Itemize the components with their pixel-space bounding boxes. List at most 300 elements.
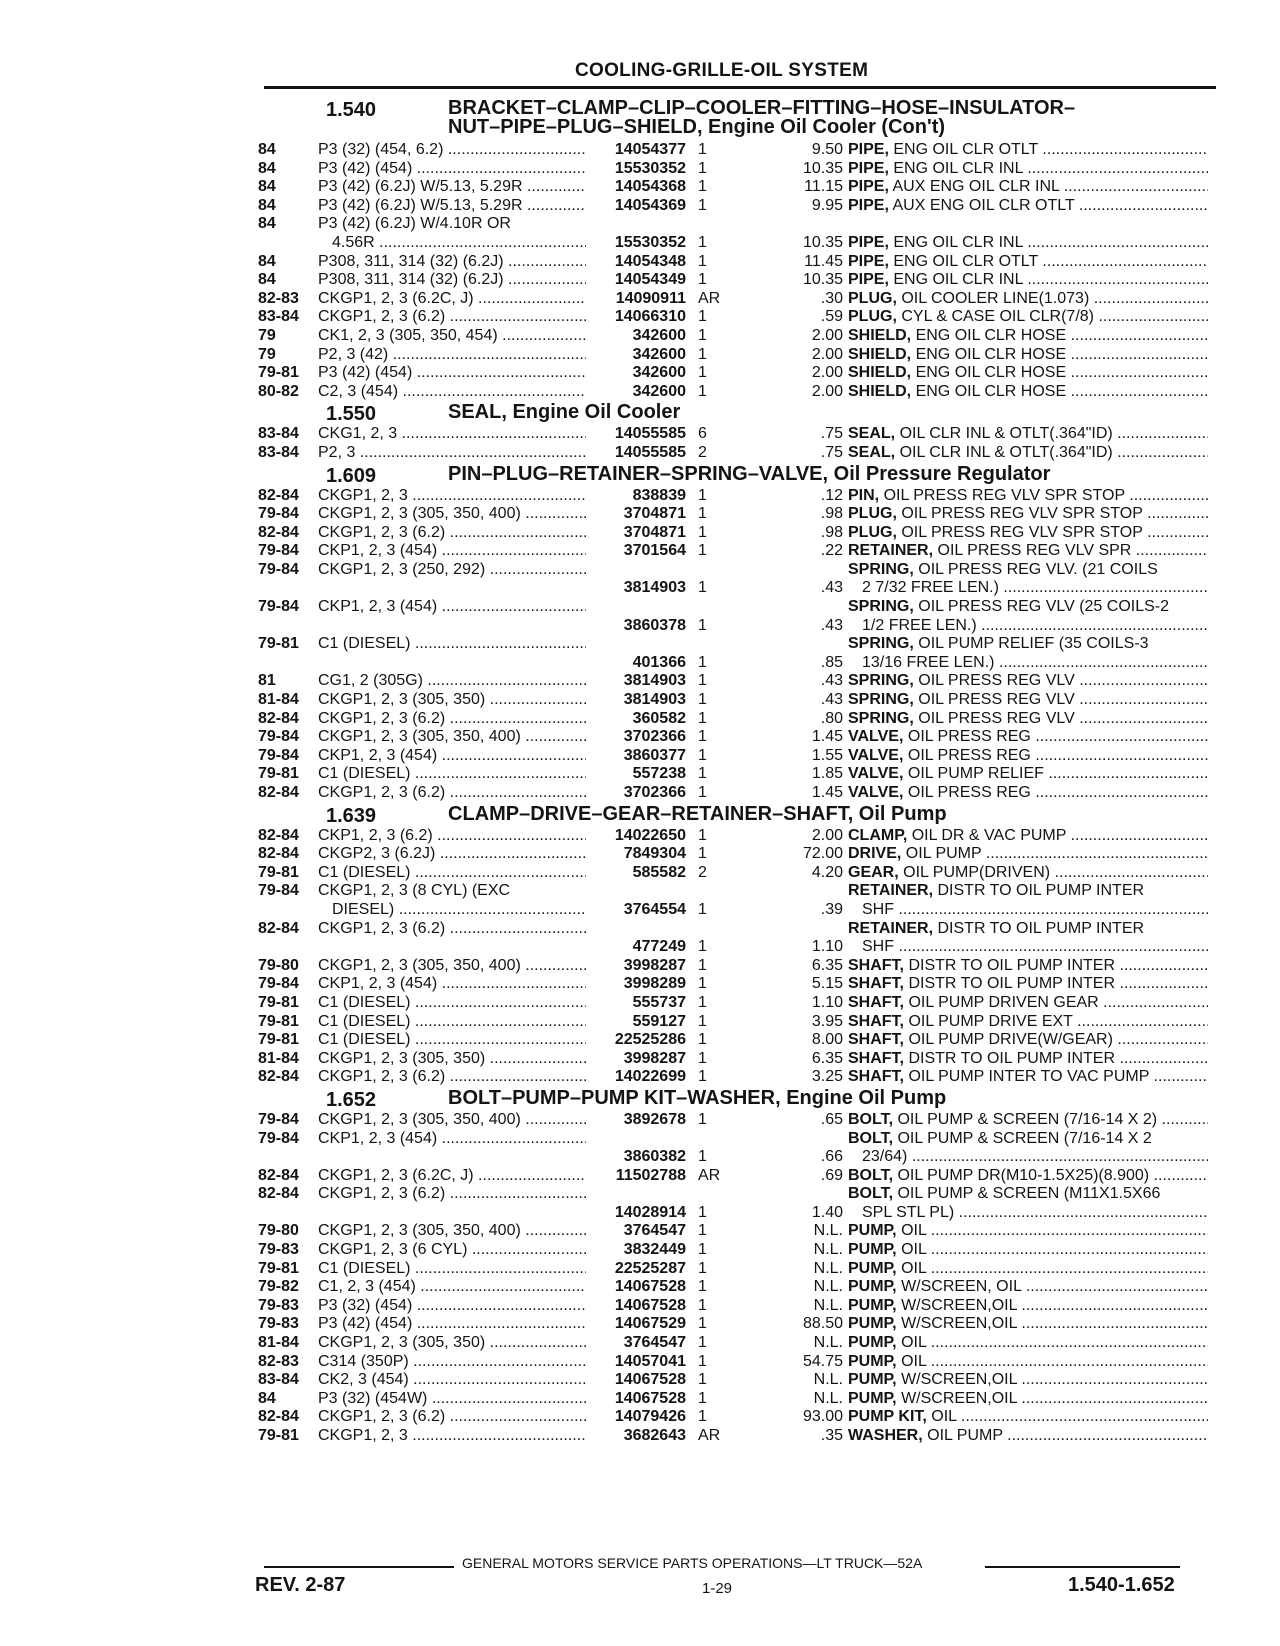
model-text-value: CKGP1, 2, 3 (305, 350, 400) <box>318 728 521 746</box>
table-row <box>258 845 1218 864</box>
model-years: 84 <box>258 159 276 177</box>
model-text <box>318 561 586 578</box>
model-years: 79-81 <box>258 765 299 783</box>
part-detail: OIL PRESS REG VLV SPR STOP <box>883 486 1125 504</box>
price: N.L. <box>813 1241 843 1259</box>
model-application <box>318 1408 586 1427</box>
part-description <box>848 487 1208 506</box>
table-row <box>258 346 1218 365</box>
model-text-value: P3 (42) (454) <box>318 159 413 177</box>
part-detail: OIL <box>901 1352 927 1370</box>
part-detail: OIL PRESS REG <box>907 746 1031 764</box>
section-number: 1.540 <box>326 99 377 121</box>
part-noun: BOLT, <box>848 1166 894 1184</box>
title-rule <box>264 86 1216 89</box>
part-number: 477249 <box>632 938 686 956</box>
model-years: 83-84 <box>258 1371 299 1389</box>
model-text <box>318 1050 586 1067</box>
model-years: 82-83 <box>258 289 299 307</box>
part-detail: OIL PRESS REG <box>907 728 1031 746</box>
section-header <box>258 803 1218 827</box>
quantity: 1 <box>698 1241 707 1259</box>
model-application <box>318 271 586 290</box>
model-application <box>318 864 586 883</box>
model-application <box>318 364 586 383</box>
part-noun: RETAINER, <box>848 882 934 900</box>
model-application <box>318 425 586 444</box>
quantity: 1 <box>698 1408 707 1426</box>
part-noun: PUMP, <box>848 1278 897 1296</box>
table-row <box>258 364 1218 383</box>
section-title <box>448 1086 1188 1109</box>
price: 1.85 <box>811 765 843 783</box>
model-text-value: P3 (32) (454) <box>318 1296 413 1314</box>
quantity: 1 <box>698 653 707 671</box>
part-detail: OIL PRESS REG VLV. (21 COILS <box>918 560 1158 578</box>
price: .85 <box>820 653 843 671</box>
model-text <box>318 524 586 541</box>
part-description <box>848 561 1208 598</box>
part-number: 14054348 <box>614 252 686 270</box>
part-description <box>848 1241 1208 1260</box>
price: .66 <box>820 1148 843 1166</box>
model-application <box>318 1260 586 1279</box>
part-detail: OIL PUMP & SCREEN (7/16-14 X 2) <box>897 1110 1158 1128</box>
model-text-value: P3 (32) (454W) <box>318 1389 428 1407</box>
part-description <box>848 845 1208 864</box>
part-number: 14067528 <box>614 1278 686 1296</box>
model-text <box>318 346 586 363</box>
model-text-value: CKGP1, 2, 3 <box>318 1427 408 1444</box>
model-text <box>318 290 586 307</box>
model-text <box>318 1334 586 1351</box>
model-application <box>318 524 586 543</box>
part-detail: W/SCREEN,OIL <box>901 1389 1017 1407</box>
model-years: 79-83 <box>258 1296 299 1314</box>
model-text <box>318 1297 586 1314</box>
model-text <box>318 901 586 920</box>
table-row <box>258 1130 1218 1167</box>
part-description <box>848 975 1208 994</box>
table-row <box>258 1334 1218 1353</box>
model-years: 79-83 <box>258 1315 299 1333</box>
quantity: 1 <box>698 523 707 541</box>
table-row <box>258 505 1218 524</box>
price: .59 <box>820 308 843 326</box>
part-number: 342600 <box>632 382 686 400</box>
model-text-value: CKP1, 2, 3 (454) <box>318 598 438 616</box>
model-text <box>318 1167 586 1184</box>
model-application <box>318 1068 586 1087</box>
part-description <box>848 253 1208 272</box>
model-text <box>318 728 586 745</box>
model-text-value: CKGP1, 2, 3 (6.2C, J) <box>318 289 474 307</box>
model-text-value: CK1, 2, 3 (305, 350, 454) <box>318 326 498 344</box>
part-noun: PIPE, <box>848 196 889 214</box>
model-years: 79-84 <box>258 560 299 578</box>
model-text-value: CKGP1, 2, 3 (305, 350) <box>318 1334 486 1352</box>
part-detail: W/SCREEN, OIL <box>901 1278 1022 1296</box>
part-detail-cont: SHF <box>862 900 894 918</box>
model-years: 79-84 <box>258 882 299 900</box>
part-description <box>848 1130 1208 1167</box>
part-noun: VALVE, <box>848 784 904 801</box>
part-number: 3701564 <box>623 542 686 560</box>
part-detail-cont: SHF <box>862 938 894 956</box>
part-description <box>848 444 1208 463</box>
model-application <box>318 1130 586 1149</box>
part-noun: SPRING, <box>848 709 914 727</box>
price: 10.35 <box>802 233 843 251</box>
footer-rule-right <box>985 1566 1180 1568</box>
part-number: 559127 <box>632 1012 686 1030</box>
table-row <box>258 1068 1218 1087</box>
quantity: 1 <box>698 1315 707 1333</box>
part-description <box>848 1390 1208 1409</box>
model-application <box>318 1013 586 1032</box>
price: 11.45 <box>804 252 843 270</box>
model-application <box>318 1185 586 1204</box>
section-header <box>258 401 1218 425</box>
part-description <box>848 524 1208 543</box>
part-detail: OIL PUMP RELIEF <box>907 765 1044 783</box>
price: .43 <box>820 691 843 709</box>
price: N.L. <box>813 1296 843 1314</box>
part-description <box>848 1353 1208 1372</box>
table-row <box>258 197 1218 216</box>
part-detail: OIL <box>931 1408 957 1426</box>
part-description <box>848 672 1208 691</box>
model-text <box>318 487 586 504</box>
model-text-value: C1 (DIESEL) <box>318 1259 411 1277</box>
quantity: 1 <box>698 345 707 363</box>
quantity: 1 <box>698 746 707 764</box>
model-years: 84 <box>258 196 276 214</box>
part-detail: OIL PRESS REG <box>907 784 1031 801</box>
part-detail: OIL PUMP <box>927 1427 1003 1444</box>
section-number: 1.609 <box>326 464 377 487</box>
price: 11.15 <box>804 178 843 196</box>
quantity: 1 <box>698 252 707 270</box>
model-text-value: CKGP1, 2, 3 (305, 350, 400) <box>318 956 521 974</box>
part-description <box>848 425 1208 444</box>
part-description <box>848 1031 1208 1050</box>
quantity: AR <box>698 1427 721 1444</box>
price: 2.00 <box>811 364 843 382</box>
price: .98 <box>820 505 843 523</box>
part-description <box>848 234 1208 253</box>
part-description <box>848 1334 1208 1353</box>
part-detail: OIL CLR INL & OTLT(.364"ID) <box>899 425 1113 443</box>
part-detail: W/SCREEN,OIL <box>901 1315 1017 1333</box>
part-noun: SEAL, <box>848 443 896 461</box>
table-row <box>258 1353 1218 1372</box>
model-text-value: CKP1, 2, 3 (454) <box>318 746 438 764</box>
model-text <box>318 271 586 288</box>
model-text <box>318 1130 586 1147</box>
price: 72.00 <box>802 845 843 863</box>
model-application <box>318 308 586 327</box>
model-application <box>318 383 586 402</box>
section-title-line: BOLT–PUMP–PUMP KIT–WASHER, Engine Oil Pump <box>448 1086 947 1109</box>
table-row <box>258 290 1218 309</box>
table-row <box>258 444 1218 463</box>
table-row <box>258 542 1218 561</box>
part-description <box>848 383 1208 402</box>
price: .69 <box>820 1166 843 1184</box>
quantity: 1 <box>698 1031 707 1049</box>
part-detail: AUX ENG OIL CLR OTLT <box>892 196 1075 214</box>
table-row <box>258 691 1218 710</box>
part-noun: PUMP, <box>848 1389 897 1407</box>
model-years: 79-84 <box>258 598 299 616</box>
part-number: 15530352 <box>614 233 686 251</box>
part-number: 22525287 <box>614 1259 686 1277</box>
part-number: 342600 <box>632 326 686 344</box>
quantity: 1 <box>698 542 707 560</box>
model-text <box>318 197 586 214</box>
model-years: 79-84 <box>258 975 299 993</box>
price: 1.40 <box>811 1203 843 1221</box>
model-years: 81-84 <box>258 1334 299 1352</box>
description-line <box>848 598 1208 617</box>
part-description <box>848 691 1208 710</box>
page-title: COOLING-GRILLE-OIL SYSTEM <box>575 60 869 81</box>
part-number: 14090911 <box>615 289 686 307</box>
part-number: 838839 <box>632 486 686 504</box>
model-years: 81-84 <box>258 1049 299 1067</box>
table-row <box>258 920 1218 957</box>
part-description <box>848 327 1208 346</box>
part-detail: CYL & CASE OIL CLR(7/8) <box>901 308 1094 326</box>
price: 2.00 <box>811 326 843 344</box>
model-years: 79-81 <box>258 863 299 881</box>
part-number: 14054377 <box>614 141 686 158</box>
table-row <box>258 1297 1218 1316</box>
model-application <box>318 197 586 216</box>
part-number: 3860378 <box>623 616 686 634</box>
part-noun: PLUG, <box>848 505 897 523</box>
model-years: 80-82 <box>258 382 299 400</box>
model-years: 79-81 <box>258 1427 299 1444</box>
part-description <box>848 1167 1208 1186</box>
model-years: 84 <box>258 215 276 233</box>
part-noun: SHIELD, <box>848 326 912 344</box>
model-text <box>318 635 586 652</box>
model-text-value: CKGP1, 2, 3 (6.2) <box>318 1185 446 1203</box>
part-noun: PUMP, <box>848 1315 897 1333</box>
quantity: 1 <box>698 993 707 1011</box>
model-text-value: CKP1, 2, 3 (454) <box>318 975 438 993</box>
table-row <box>258 524 1218 543</box>
quantity: 1 <box>698 141 707 158</box>
footer-publisher: GENERAL MOTORS SERVICE PARTS OPERATIONS—LT TRUCK—52A <box>462 1555 923 1571</box>
model-application <box>318 598 586 617</box>
model-text-value: C1 (DIESEL) <box>318 635 411 653</box>
part-description <box>848 598 1208 635</box>
part-number: 14055585 <box>614 443 686 461</box>
section-header <box>258 97 1218 141</box>
footer-section-range: 1.540-1.652 <box>1068 1574 1175 1596</box>
table-row <box>258 765 1218 784</box>
table-row <box>258 864 1218 883</box>
table-row <box>258 178 1218 197</box>
description-line <box>848 901 1208 920</box>
model-text-value: C314 (350P) <box>318 1352 409 1370</box>
table-row <box>258 1260 1218 1279</box>
part-description <box>848 827 1208 846</box>
part-noun: DRIVE, <box>848 845 902 863</box>
model-text-cont: 4.56R <box>332 233 375 251</box>
part-detail: OIL PRESS REG VLV <box>918 709 1075 727</box>
model-text-value: CKGP1, 2, 3 (6.2C, J) <box>318 1166 474 1184</box>
quantity: 1 <box>698 326 707 344</box>
price: .43 <box>820 672 843 690</box>
part-detail: DISTR TO OIL PUMP INTER <box>937 919 1145 937</box>
model-years: 79-84 <box>258 728 299 746</box>
part-description <box>848 1013 1208 1032</box>
model-text <box>318 691 586 708</box>
model-text-value: CKGP1, 2, 3 (6.2) <box>318 919 446 937</box>
price: 5.15 <box>811 975 843 993</box>
part-detail: OIL PUMP(DRIVEN) <box>903 863 1051 881</box>
part-description <box>848 1297 1208 1316</box>
model-application <box>318 994 586 1013</box>
quantity: 1 <box>698 159 707 177</box>
model-text-value: P3 (42) (6.2J) W/5.13, 5.29R <box>318 196 523 214</box>
part-number: 555737 <box>632 993 686 1011</box>
quantity: 1 <box>698 616 707 634</box>
part-noun: PUMP, <box>848 1371 897 1389</box>
part-number: 3682643 <box>623 1427 686 1444</box>
part-number: 3704871 <box>623 505 686 523</box>
model-years: 84 <box>258 178 276 196</box>
model-text <box>318 327 586 344</box>
part-detail: OIL PUMP & SCREEN (M11X1.5X66 <box>897 1185 1161 1203</box>
part-detail: ENG OIL CLR OTLT <box>893 252 1038 270</box>
part-detail: DISTR TO OIL PUMP INTER <box>908 975 1116 993</box>
model-text <box>318 1353 586 1370</box>
part-number: 557238 <box>632 765 686 783</box>
model-text-value: CKGP1, 2, 3 (6.2) <box>318 1408 446 1426</box>
model-text <box>318 1408 586 1425</box>
part-noun: SPRING, <box>848 635 914 653</box>
model-years: 79 <box>258 345 276 363</box>
model-years: 84 <box>258 271 276 289</box>
model-years: 79 <box>258 326 276 344</box>
part-noun: PLUG, <box>848 308 897 326</box>
part-number: 14066310 <box>614 308 686 326</box>
table-row <box>258 1013 1218 1032</box>
quantity: 1 <box>698 826 707 844</box>
part-detail: OIL COOLER LINE(1.073) <box>901 289 1090 307</box>
part-detail: ENG OIL CLR HOSE <box>915 326 1067 344</box>
price: 6.35 <box>811 1049 843 1067</box>
part-number: 14054369 <box>614 196 686 214</box>
part-description <box>848 197 1208 216</box>
model-text-value: CKGP1, 2, 3 (6.2) <box>318 709 446 727</box>
table-row <box>258 1185 1218 1222</box>
table-row <box>258 1427 1218 1446</box>
part-detail: W/SCREEN,OIL <box>901 1296 1017 1314</box>
model-application <box>318 1278 586 1297</box>
part-detail: OIL CLR INL & OTLT(.364"ID) <box>899 443 1113 461</box>
model-application <box>318 691 586 710</box>
section-title <box>448 462 1188 485</box>
part-noun: PUMP, <box>848 1352 897 1370</box>
table-row <box>258 1390 1218 1409</box>
quantity: 1 <box>698 728 707 746</box>
model-text <box>318 542 586 559</box>
model-text-value: CKGP1, 2, 3 (305, 350) <box>318 1049 486 1067</box>
part-noun: PUMP KIT, <box>848 1408 927 1426</box>
table-row <box>258 882 1218 919</box>
description-line <box>848 1148 1208 1167</box>
table-row <box>258 975 1218 994</box>
price: .43 <box>820 616 843 634</box>
part-description <box>848 635 1208 672</box>
model-text <box>318 308 586 325</box>
model-text <box>318 1185 586 1202</box>
model-application <box>318 253 586 272</box>
section-title-line: BRACKET–CLAMP–CLIP–COOLER–FITTING–HOSE–INSULATOR– <box>448 97 1076 119</box>
part-description <box>848 1278 1208 1297</box>
quantity: 1 <box>698 691 707 709</box>
part-detail: ENG OIL CLR OTLT <box>893 141 1038 158</box>
quantity: 1 <box>698 1222 707 1240</box>
model-application <box>318 487 586 506</box>
price: 9.50 <box>811 141 843 158</box>
price: .39 <box>820 900 843 918</box>
section-title-line: CLAMP–DRIVE–GEAR–RETAINER–SHAFT, Oil Pump <box>448 802 947 825</box>
section-title-line: SEAL, Engine Oil Cooler <box>448 401 681 424</box>
table-row <box>258 253 1218 272</box>
model-text-value: CKGP1, 2, 3 (305, 350, 400) <box>318 505 521 523</box>
price: .75 <box>820 425 843 443</box>
footer-revision: REV. 2-87 <box>255 1574 346 1596</box>
footer-page-number: 1-29 <box>702 1580 733 1597</box>
part-detail: OIL PUMP <box>905 845 982 863</box>
part-number: 401366 <box>632 653 686 671</box>
part-noun: SHAFT, <box>848 975 904 993</box>
part-noun: PIPE, <box>848 252 889 270</box>
model-text <box>318 1427 586 1444</box>
price: 2.00 <box>811 382 843 400</box>
part-description <box>848 957 1208 976</box>
table-row <box>258 1315 1218 1334</box>
part-description <box>848 364 1208 383</box>
model-application <box>318 444 586 463</box>
part-number: 14057041 <box>614 1352 686 1370</box>
model-text-value: C1 (DIESEL) <box>318 863 411 881</box>
part-detail: OIL PUMP INTER TO VAC PUMP <box>908 1068 1150 1086</box>
description-line <box>848 1130 1208 1149</box>
part-noun: VALVE, <box>848 728 904 746</box>
price: 1.45 <box>811 784 843 801</box>
quantity: 1 <box>698 196 707 214</box>
model-text <box>318 141 586 158</box>
table-row <box>258 1111 1218 1130</box>
section-number: 1.639 <box>326 804 377 827</box>
model-text <box>318 1031 586 1048</box>
model-years: 82-84 <box>258 1166 299 1184</box>
quantity: 1 <box>698 1068 707 1086</box>
model-years: 79-84 <box>258 1110 299 1128</box>
model-application <box>318 1167 586 1186</box>
table-row <box>258 1241 1218 1260</box>
model-years: 79-84 <box>258 542 299 560</box>
part-description <box>848 710 1208 729</box>
